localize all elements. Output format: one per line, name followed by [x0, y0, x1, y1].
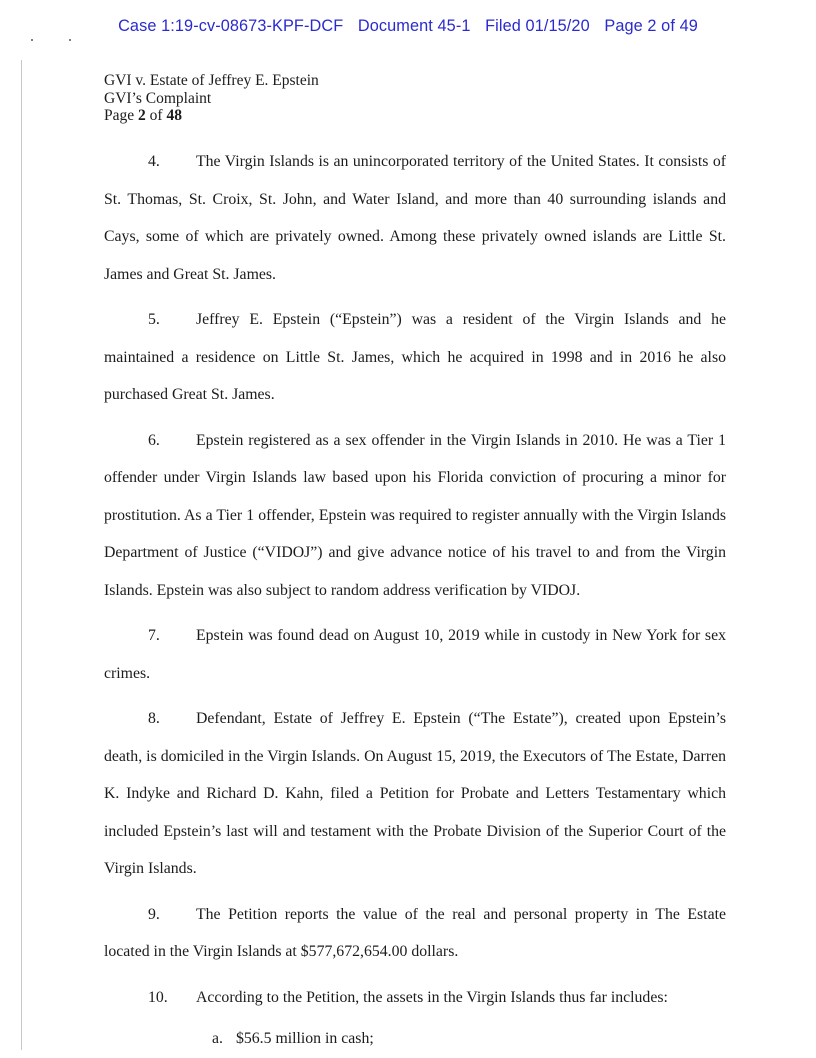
caption-page-prefix: Page	[104, 107, 139, 124]
document-number: Document 45-1	[357, 17, 471, 35]
ecf-page-number: Page 2 of 49	[604, 17, 698, 35]
paragraph-6	[104, 422, 726, 610]
paragraph-number: 10.	[148, 988, 168, 1006]
paragraph-text: The Petition reports the value of the real and personal property in The Estate located in the Virgin Islands at $577,672,654.00 dollars.	[104, 905, 726, 960]
paragraph-number: 6.	[148, 431, 160, 449]
paragraph-number: 4.	[148, 153, 160, 170]
case-number: Case 1:19-cv-08673-KPF-DCF	[118, 17, 344, 35]
paragraph-text: The Virgin Islands is an unincorporated territory of the United States. It consists of St. Thomas, St. Croix, St. John, and Water Island, and more than 40 surrounding islands and Cays, some of which are privately owned. Among these privately owned islands are Little St. James and Great St. James.	[104, 153, 726, 283]
caption-document-title: GVI’s Complaint	[104, 89, 212, 107]
paragraph-9	[104, 896, 726, 971]
sub-item-a	[212, 1020, 726, 1058]
caption-page-line	[104, 107, 319, 125]
paragraph-7	[104, 617, 726, 692]
caption-page-total: 48	[166, 107, 182, 124]
document-caption	[104, 72, 319, 125]
paragraph-text: Epstein was found dead on August 10, 2019 while in custody in New York for sex crimes.	[104, 627, 726, 682]
sub-item-text: $56.5 million in cash;	[235, 1030, 374, 1047]
scan-speck	[31, 39, 33, 41]
paragraph-number: 9.	[148, 905, 160, 923]
ecf-filing-header	[0, 17, 816, 36]
filed-date: Filed 01/15/20	[485, 17, 590, 35]
paragraph-number: 7.	[148, 627, 160, 644]
paragraph-text: Defendant, Estate of Jeffrey E. Epstein (“The Estate”), created upon Epstein’s death, is domiciled in the Virgin Islands. On August 15, 2019, the Executors of The Estate, Darren K. Indyke and Richard D. Kahn, filed a Petition for Probate and Letters Testamentary which included Epstein’s last will and testament with the Probate Division of the Superior Court of the Virgin Islands.	[104, 710, 726, 877]
sub-item-letter: a.	[212, 1030, 223, 1047]
paragraph-8	[104, 700, 726, 888]
paragraph-number: 5.	[148, 311, 160, 328]
scan-edge-line	[21, 60, 22, 1050]
paragraph-10	[104, 979, 726, 1017]
caption-page-of: of	[145, 107, 167, 124]
paragraph-number: 8.	[148, 710, 160, 727]
paragraph-text: Epstein registered as a sex offender in the Virgin Islands in 2010. He was a Tier 1 offender under Virgin Islands law based upon his Florida conviction of procuring a minor for prostitution. As a Tier 1 offender, Epstein was required to register annually with the Virgin Islands Department of Justice (“VIDOJ”) and give advance notice of his travel to and from the Virgin Islands. Epstein was also subject to random address verification by VIDOJ.	[104, 431, 726, 599]
complaint-body	[104, 143, 726, 1058]
caption-case-title: GVI v. Estate of Jeffrey E. Epstein	[104, 72, 319, 89]
paragraph-5	[104, 301, 726, 414]
paragraph-4	[104, 143, 726, 293]
paragraph-text: Jeffrey E. Epstein (“Epstein”) was a resident of the Virgin Islands and he maintained a residence on Little St. James, which he acquired in 1998 and in 2016 he also purchased Great St. James.	[104, 311, 726, 403]
scan-speck	[69, 39, 71, 41]
caption-page-num: 2	[138, 107, 146, 124]
paragraph-text: According to the Petition, the assets in the Virgin Islands thus far includes:	[196, 988, 668, 1006]
